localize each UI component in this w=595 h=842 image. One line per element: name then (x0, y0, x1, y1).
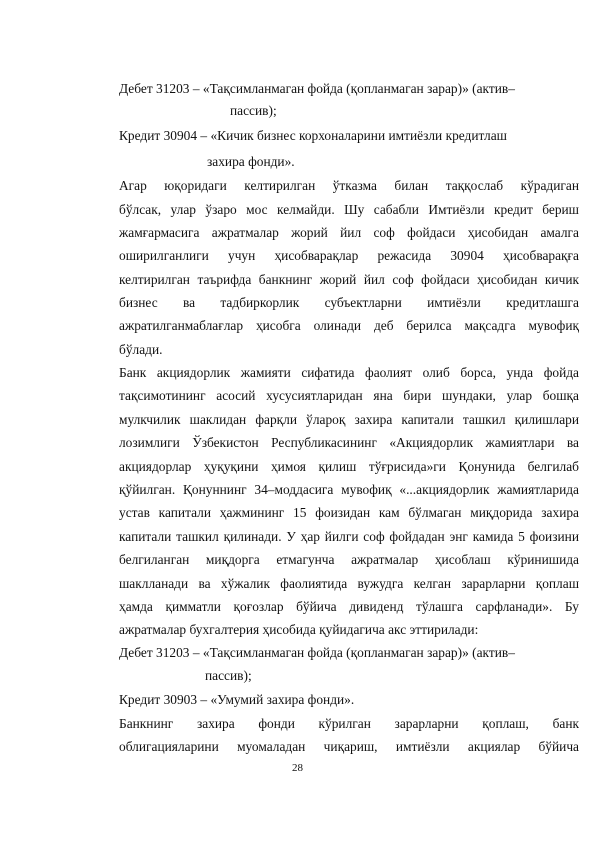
paragraph-line: белгиланган миқдорга етмагунча ажратмалар ҳисоблаш кўринишида (119, 552, 579, 567)
paragraph-line: бўлади. (119, 342, 163, 357)
paragraph-line: жамғармасига ажратмалар жорий йил соф фойдаси ҳисобидан амалга (119, 225, 579, 240)
paragraph-line: мулкчилик шаклидан фарқли ўлароқ захира капитали ташкил қилишлари (119, 412, 579, 427)
paragraph-line: шаклланади ва хўжалик фаолиятида вужудга келган зарарларни қоплаш (119, 576, 579, 591)
paragraph-line: Агар юқоридаги келтирилган ўтказма билан таққослаб кўрадиган (119, 178, 579, 193)
entry1-credit: Кредит 30904 – «Кичик бизнес корхоналарини имтиёзли кредитлаш (119, 128, 507, 143)
entry2-debit: Дебет 31203 – «Тақсимланмаган фойда (қопланмаган зарар)» (актив– (119, 645, 515, 660)
paragraph-line: ажратилганмаблағлар ҳисобга олинади деб берилса мақсадга мувофиқ (119, 318, 579, 333)
paragraph-line: облигацияларини муомаладан чиқариш, имтиёзли акциялар бўйича (119, 739, 579, 754)
paragraph-line: акциядорлар ҳуқуқини ҳимоя қилиш тўғрисида»ги Қонунида белгилаб (119, 459, 579, 474)
paragraph-line: ҳамда қимматли қоғозлар бўйича дивиденд тўлашга сарфланади». Бу (119, 599, 579, 614)
entry1-debit-cont: пассив); (230, 103, 277, 118)
paragraph-line: оширилганлиги учун ҳисобварақлар режасида 30904 ҳисобварақға (119, 248, 579, 263)
entry1-credit-cont: захира фонди». (207, 154, 295, 169)
paragraph-line: қўйилган. Қонуннинг 34–моддасига мувофиқ «...акциядорлик жамиятларида (119, 482, 579, 497)
entry2-debit-cont: пассив); (205, 668, 252, 683)
entry1-debit: Дебет 31203 – «Тақсимланмаган фойда (қопланмаган зарар)» (актив– (119, 81, 515, 96)
paragraph-line: лозимлиги Ўзбекистон Республикасининг «Акциядорлик жамиятлари ва (119, 435, 579, 450)
page-number: 28 (292, 762, 303, 774)
entry2-credit: Кредит 30903 – «Умумий захира фонди». (119, 692, 355, 707)
paragraph-line: капитали ташкил қилинади. У ҳар йилги соф фойдадан энг камида 5 фоизини (119, 529, 579, 544)
paragraph-line: бизнес ва тадбиркорлик субъектларни имтиёзли кредитлашга (119, 295, 579, 310)
paragraph-line: Банк акциядорлик жамияти сифатида фаолият олиб борса, унда фойда (119, 365, 579, 380)
paragraph-line: тақсимотининг асосий хусусиятларидан яна бири шундаки, улар бошқа (119, 388, 579, 403)
paragraph-line: бўлсак, улар ўзаро мос келмайди. Шу сабабли Имтиёзли кредит бериш (119, 202, 579, 217)
paragraph-line: келтирилган таърифда банкнинг жорий йил соф фойдаси ҳисобидан кичик (119, 272, 579, 287)
paragraph-line: устав капитали ҳажмининг 15 фоизидан кам бўлмаган миқдорида захира (119, 505, 579, 520)
paragraph-line: ажратмалар бухгалтерия ҳисобида қуйидагича акс эттирилади: (119, 622, 479, 637)
paragraph-line: Банкнинг захира фонди кўрилган зарарларни қоплаш, банк (119, 716, 579, 731)
